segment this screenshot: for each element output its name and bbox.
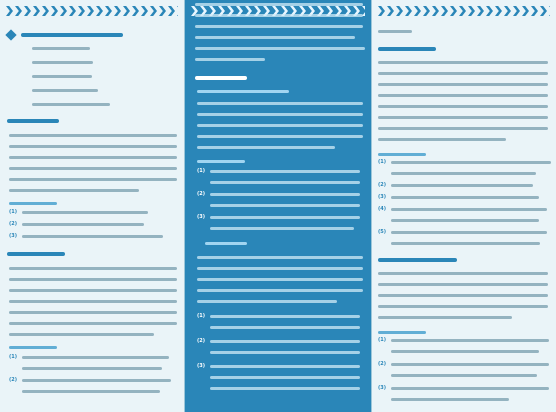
list-number: (3): [197, 214, 206, 220]
middle-panel: [185, 0, 371, 412]
text-line: [210, 315, 360, 318]
chevron-mark: [168, 6, 175, 16]
text-line: [197, 256, 363, 259]
text-line: [378, 138, 506, 141]
title-line: [21, 33, 123, 37]
text-line: [378, 30, 412, 33]
list-number: (3): [197, 363, 206, 369]
chevron-mark: [132, 6, 139, 16]
text-line: [195, 76, 247, 80]
chevron-border: [6, 6, 178, 18]
text-line: [22, 390, 160, 393]
text-line: [7, 252, 65, 256]
text-line: [32, 75, 92, 78]
chevron-mark: [24, 6, 31, 16]
list-number: (3): [9, 233, 18, 239]
text-line: [210, 351, 360, 354]
chevron-mark: [459, 6, 466, 16]
text-line: [197, 160, 245, 163]
chevron-mark: [513, 6, 520, 16]
chevron-mark: [387, 6, 394, 16]
text-line: [195, 47, 365, 50]
chevron-mark: [504, 6, 511, 16]
text-line: [195, 36, 355, 39]
list-number: (1): [197, 168, 206, 174]
text-line: [9, 278, 177, 281]
list-number: (1): [378, 159, 387, 165]
text-line: [7, 119, 59, 123]
diamond-mark: [5, 29, 16, 40]
text-line: [378, 331, 426, 334]
chevron-mark: [522, 6, 529, 16]
chevron-mark: [42, 6, 49, 16]
text-line: [197, 289, 363, 292]
text-line: [9, 267, 177, 270]
text-line: [210, 216, 360, 219]
left-panel: [0, 0, 185, 412]
text-line: [210, 181, 360, 184]
chevron-mark: [405, 6, 412, 16]
text-line: [32, 89, 98, 92]
text-line: [32, 47, 90, 50]
text-line: [197, 278, 363, 281]
chevron-mark: [96, 6, 103, 16]
text-line: [9, 289, 177, 292]
text-line: [210, 204, 360, 207]
text-line: [22, 211, 148, 214]
text-line: [197, 124, 363, 127]
text-line: [22, 379, 171, 382]
chevron-mark: [441, 6, 448, 16]
chevron-mark: [78, 6, 85, 16]
list-number: (2): [378, 182, 387, 188]
text-line: [378, 47, 436, 51]
text-line: [391, 184, 533, 187]
text-line: [210, 365, 360, 368]
text-line: [378, 316, 512, 319]
list-number: (3): [378, 194, 387, 200]
text-line: [197, 90, 289, 93]
text-line: [9, 145, 177, 148]
text-line: [378, 72, 548, 75]
list-number: (4): [378, 206, 387, 212]
text-line: [391, 350, 539, 353]
chevron-mark: [423, 6, 430, 16]
chevron-mark: [396, 6, 403, 16]
chevron-mark: [15, 6, 22, 16]
text-line: [391, 231, 547, 234]
chevron-mark: [495, 6, 502, 16]
text-line: [197, 113, 363, 116]
chevron-mark: [177, 6, 178, 16]
text-line: [391, 398, 509, 401]
list-number: (1): [378, 337, 387, 343]
chevron-mark: [450, 6, 457, 16]
list-number: (5): [378, 229, 387, 235]
text-line: [9, 134, 177, 137]
text-line: [391, 219, 539, 222]
text-line: [391, 196, 539, 199]
list-number: (2): [9, 377, 18, 383]
list-number: (2): [378, 361, 387, 367]
list-number: (3): [378, 385, 387, 391]
chevron-mark: [378, 6, 385, 16]
chevron-mark: [105, 6, 112, 16]
text-line: [378, 272, 548, 275]
chevron-mark: [123, 6, 130, 16]
text-line: [391, 161, 551, 164]
list-number: (2): [9, 221, 18, 227]
text-line: [378, 83, 548, 86]
text-line: [378, 283, 548, 286]
text-line: [378, 94, 548, 97]
text-line: [210, 227, 354, 230]
chevron-mark: [60, 6, 67, 16]
chevron-mark: [114, 6, 121, 16]
chevron-mark: [477, 6, 484, 16]
text-line: [22, 367, 162, 370]
text-line: [9, 156, 177, 159]
text-line: [391, 208, 547, 211]
text-line: [9, 189, 139, 192]
chevron-mark: [69, 6, 76, 16]
text-line: [391, 172, 536, 175]
text-line: [195, 58, 265, 61]
text-line: [378, 116, 548, 119]
text-line: [9, 167, 177, 170]
chevron-mark: [33, 6, 40, 16]
text-line: [210, 376, 360, 379]
text-line: [197, 135, 363, 138]
text-line: [22, 356, 169, 359]
text-line: [195, 14, 363, 17]
text-line: [197, 300, 337, 303]
text-line: [205, 242, 247, 245]
chevron-mark: [540, 6, 547, 16]
text-line: [9, 333, 154, 336]
text-line: [378, 305, 548, 308]
text-line: [210, 326, 360, 329]
text-line: [391, 339, 549, 342]
text-line: [391, 374, 537, 377]
text-line: [210, 193, 360, 196]
chevron-mark: [468, 6, 475, 16]
list-number: (2): [197, 338, 206, 344]
list-number: (1): [197, 313, 206, 319]
text-line: [210, 170, 360, 173]
text-line: [9, 311, 177, 314]
text-line: [9, 322, 177, 325]
text-line: [9, 202, 57, 205]
chevron-mark: [141, 6, 148, 16]
text-line: [32, 61, 93, 64]
chevron-mark: [51, 6, 58, 16]
text-line: [9, 300, 177, 303]
chevron-mark: [150, 6, 157, 16]
text-line: [391, 242, 540, 245]
chevron-mark: [549, 6, 550, 16]
text-line: [378, 61, 548, 64]
text-line: [197, 102, 363, 105]
text-line: [32, 103, 110, 106]
text-line: [210, 387, 360, 390]
text-line: [210, 340, 360, 343]
chevron-mark: [159, 6, 166, 16]
text-line: [378, 105, 548, 108]
text-line: [378, 153, 426, 156]
text-line: [195, 3, 363, 6]
text-line: [378, 258, 457, 262]
chevron-mark: [87, 6, 94, 16]
text-line: [22, 235, 163, 238]
text-line: [22, 223, 144, 226]
text-line: [378, 127, 548, 130]
chevron-mark: [432, 6, 439, 16]
text-line: [391, 387, 549, 390]
list-number: (1): [9, 209, 18, 215]
chevron-mark: [531, 6, 538, 16]
text-line: [197, 146, 335, 149]
text-line: [378, 294, 548, 297]
list-number: (2): [197, 191, 206, 197]
chevron-border: [378, 6, 550, 18]
chevron-mark: [414, 6, 421, 16]
text-line: [391, 363, 549, 366]
chevron-mark: [486, 6, 493, 16]
right-panel: [371, 0, 556, 412]
list-number: (1): [9, 354, 18, 360]
chevron-mark: [6, 6, 13, 16]
text-line: [197, 267, 363, 270]
text-line: [9, 346, 57, 349]
text-line: [195, 25, 363, 28]
text-line: [9, 178, 177, 181]
